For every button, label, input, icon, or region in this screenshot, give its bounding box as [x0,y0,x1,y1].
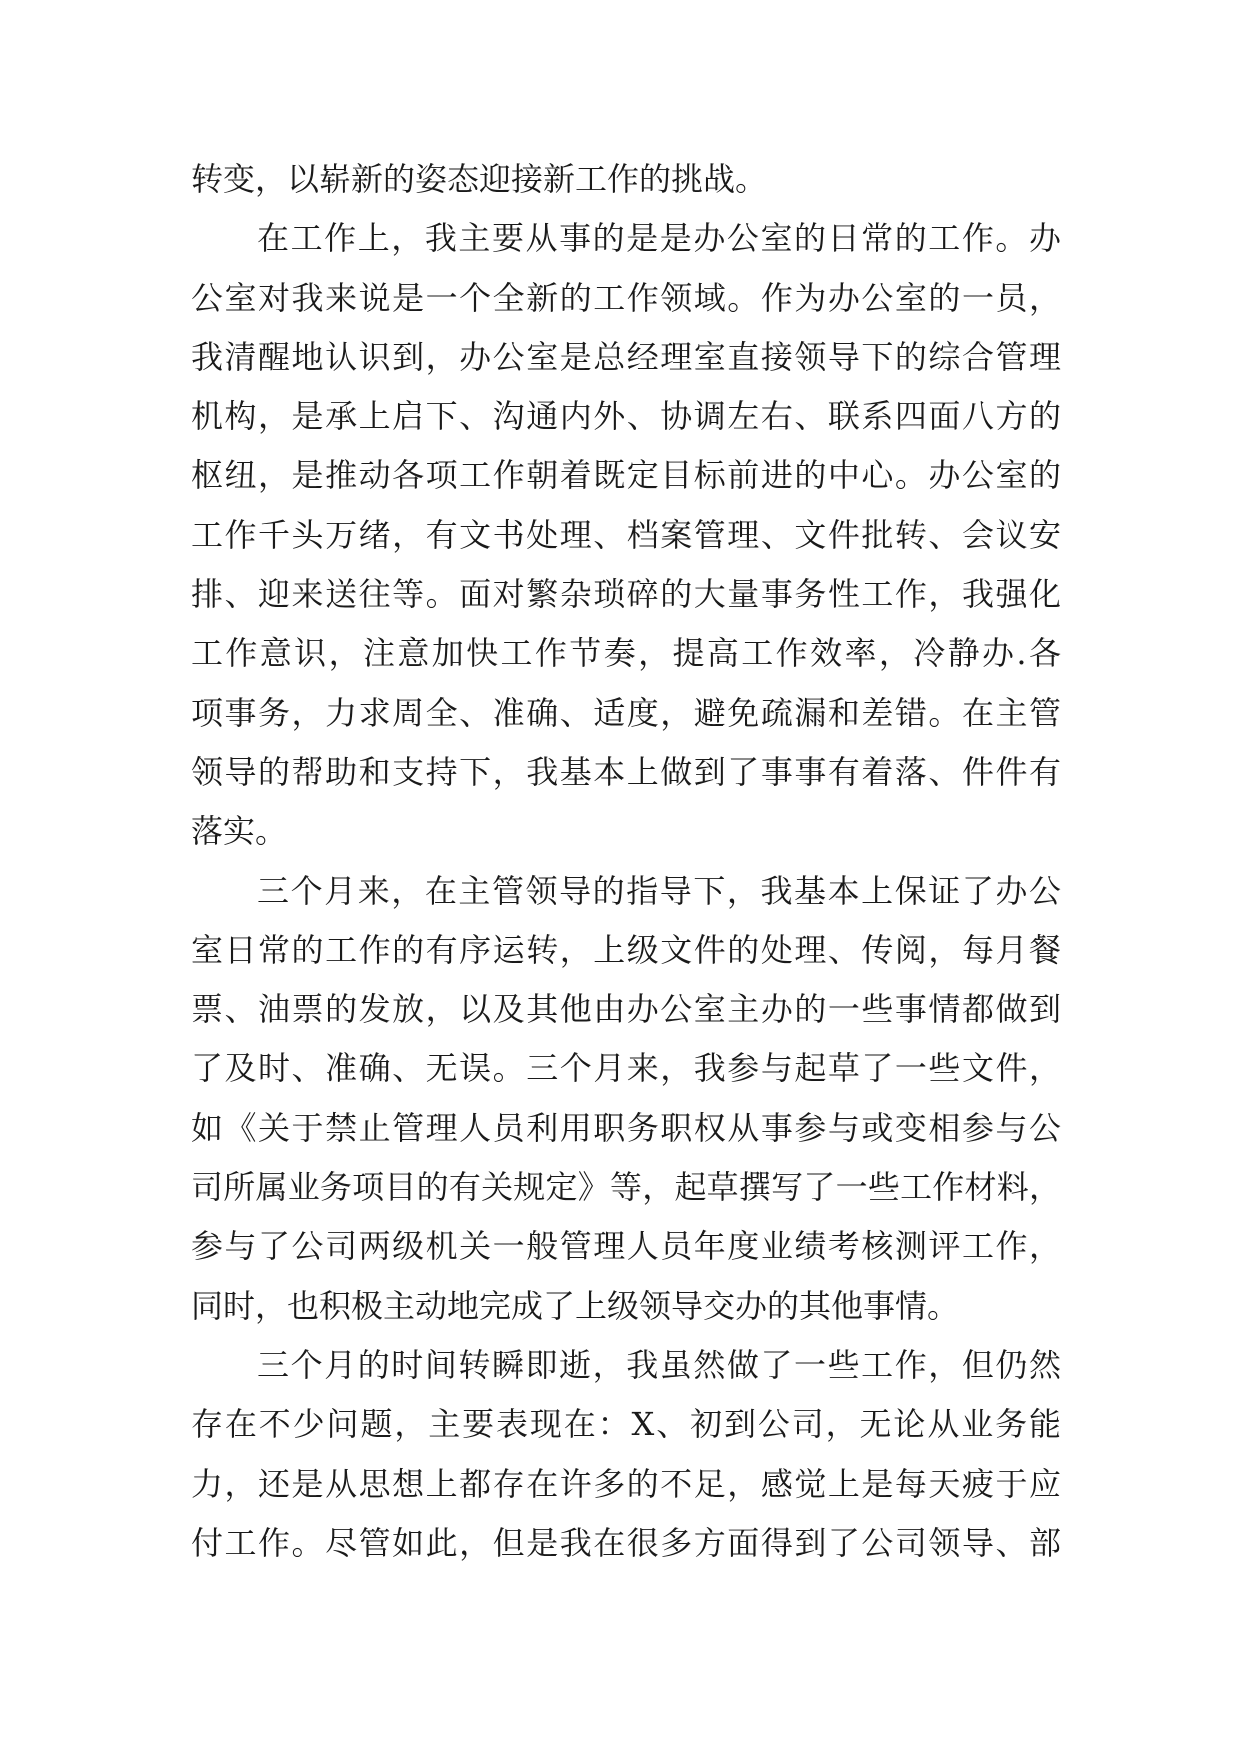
text-line: 司所属业务项目的有关规定》等，起草撰写了一些工作材料， [191,1168,1061,1207]
text-line: 工作意识，注意加快工作节奏，提高工作效率，冷静办.各 [191,634,1061,673]
text-line: 领导的帮助和支持下，我基本上做到了事事有着落、件件有 [191,752,1061,791]
body-text [191,150,1061,1573]
text-line: 排、迎来送往等。面对繁杂琐碎的大量事务性工作，我强化 [191,575,1061,614]
text-line: 如《关于禁止管理人员利用职务职权从事参与或变相参与公 [191,1108,1061,1147]
text-line: 票、油票的发放，以及其他由办公室主办的一些事情都做到 [191,990,1061,1029]
text-line: 我清醒地认识到，办公室是总经理室直接领导下的综合管理 [191,337,1061,376]
text-line: 三个月的时间转瞬即逝，我虽然做了一些工作，但仍然 [257,1345,1061,1384]
text-line: 三个月来，在主管领导的指导下，我基本上保证了办公 [257,871,1061,910]
text-line: 存在不少问题，主要表现在：X、初到公司，无论从业务能 [191,1405,1061,1444]
text-line: 公室对我来说是一个全新的工作领域。作为办公室的一员， [191,278,1061,317]
text-line: 落实。 [191,812,288,851]
text-line: 同时，也积极主动地完成了上级领导交办的其他事情。 [191,1286,960,1325]
text-line: 机构，是承上启下、沟通内外、协调左右、联系四面八方的 [191,397,1061,436]
text-line: 付工作。尽管如此，但是我在很多方面得到了公司领导、部 [191,1523,1061,1562]
text-line: 项事务，力求周全、准确、适度，避免疏漏和差错。在主管 [191,693,1061,732]
text-line: 力，还是从思想上都存在许多的不足，感觉上是每天疲于应 [191,1464,1061,1503]
text-line: 室日常的工作的有序运转，上级文件的处理、传阅，每月餐 [191,930,1061,969]
text-line: 枢纽，是推动各项工作朝着既定目标前进的中心。办公室的 [191,456,1061,495]
text-line: 了及时、准确、无误。三个月来，我参与起草了一些文件， [191,1049,1061,1088]
text-line: 参与了公司两级机关一般管理人员年度业绩考核测评工作， [191,1227,1061,1266]
text-line: 在工作上，我主要从事的是是办公室的日常的工作。办 [257,219,1061,258]
text-line: 转变，以崭新的姿态迎接新工作的挑战。 [191,160,768,198]
text-line: 工作千头万绪，有文书处理、档案管理、文件批转、会议安 [191,515,1061,554]
